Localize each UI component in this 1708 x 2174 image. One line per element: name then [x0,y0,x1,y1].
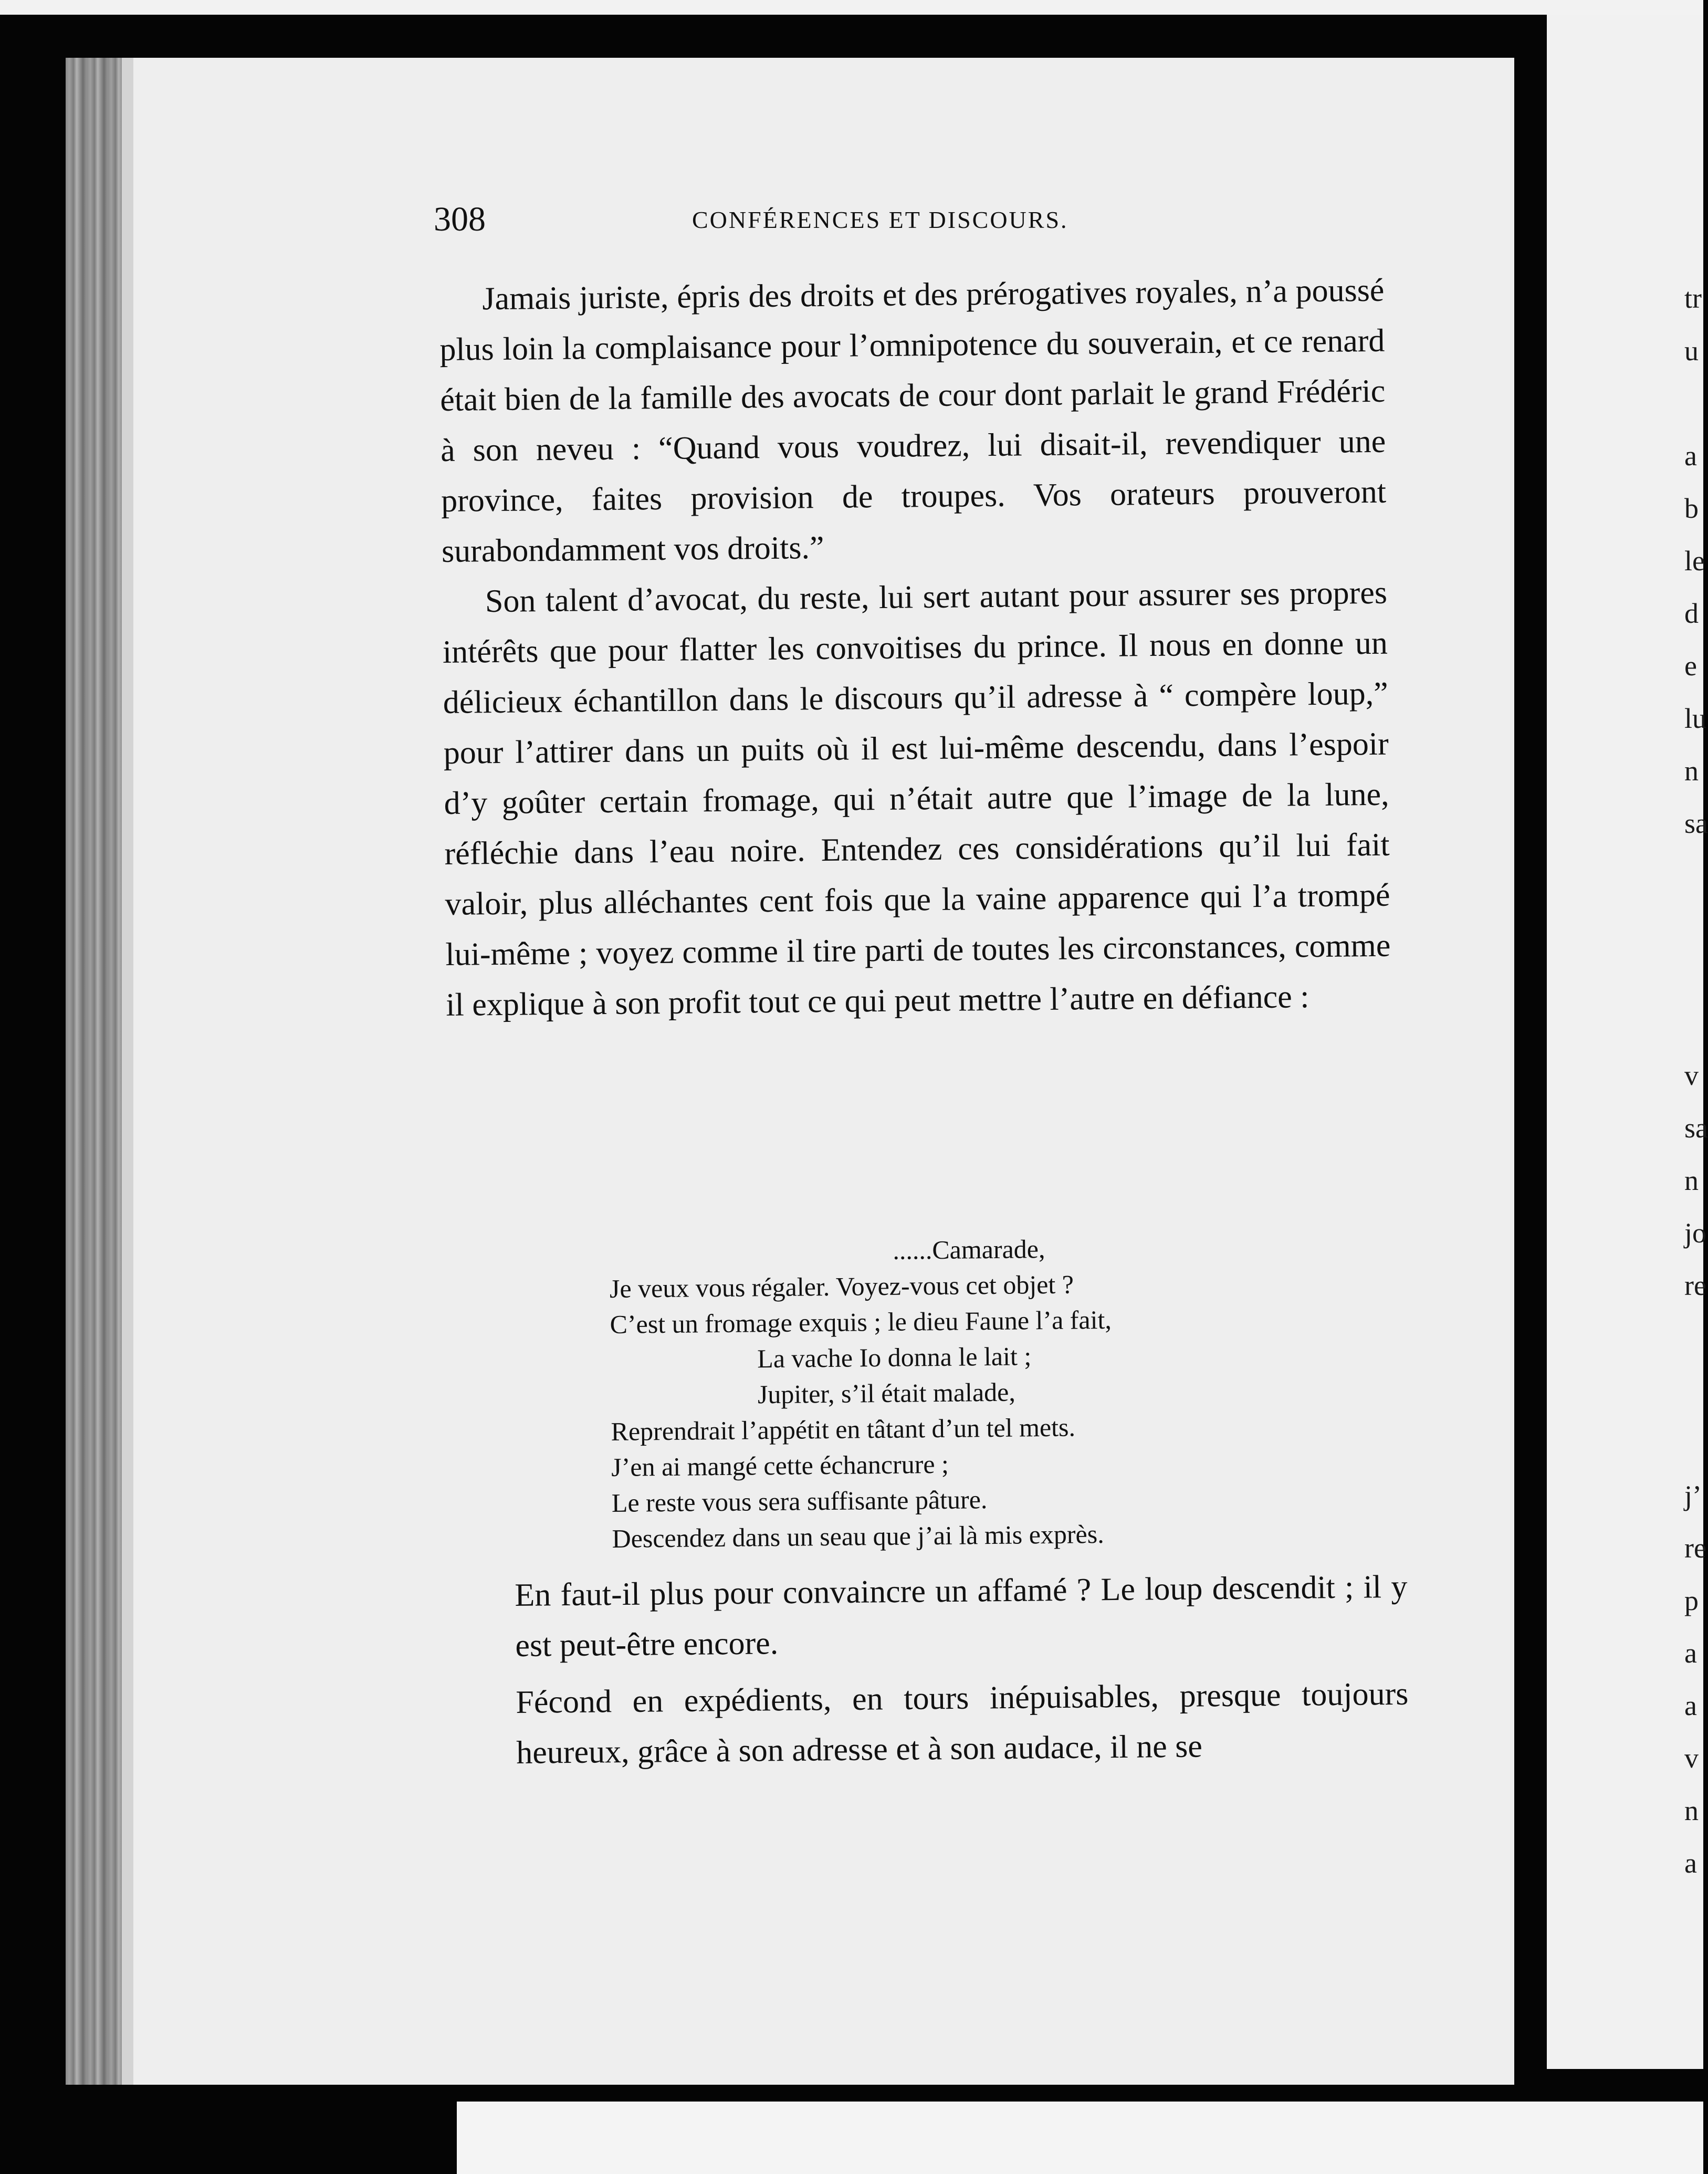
facing-page-line-fragment: re [1684,1270,1706,1301]
paragraph: Fécond en expédients, en tours inépuisables, presque toujours heureux, grâce à son adresse et à son audace, il ne se [516,1676,1409,1771]
facing-page-line-fragment: d [1684,598,1699,629]
facing-page-line-fragment: e [1684,650,1697,682]
verse-line: Descendez dans un seau que j’ai là mis exprès. [612,1519,1104,1553]
running-title: CONFÉRENCES ET DISCOURS. [692,206,1068,233]
bottom-edge-strip [457,2102,1703,2174]
verse-quotation [609,1229,1295,1556]
spread-divider [1514,47,1547,2095]
facing-page-line-fragment: jo [1684,1217,1707,1249]
facing-page-line-fragment: a [1684,440,1697,472]
verse-line: J’en ai mangé cette échancrure ; [611,1449,949,1482]
facing-page-line-fragment: sa [1684,808,1708,839]
facing-page-line-fragment: n [1684,1165,1699,1196]
body-text [439,265,1391,1030]
page-edge-highlight [122,58,133,2085]
facing-page-line-fragment: j’ [1684,1480,1702,1511]
body-text-continued [515,1562,1409,1778]
paragraph: Jamais juriste, épris des droits et des prérogatives royales, n’a poussé plus loin la complaisance pour l’omnipotence du souverain, et ce renard était bien de la famille des avocats de cour dont parlait le grand Frédéric à son neveu : “Quand vous voudrez, lui disait-il, revendiquer une province, faites provision de troupes. Vos orateurs prouveront surabondamment vos droits.” [439,272,1387,569]
facing-page-line-fragment: a [1684,1637,1697,1669]
top-edge-band [0,0,1703,15]
paragraph: En faut-il plus pour convaincre un affamé ? Le loup descendit ; il y est peut-être encore. [515,1569,1408,1664]
page-header [434,200,1442,247]
verse-line: ......Camarade, [893,1234,1045,1265]
facing-page-line-fragment: a [1684,1690,1697,1721]
facing-page-line-fragment: u [1684,335,1699,367]
facing-page-edge [1547,15,1708,2069]
facing-page-line-fragment: re [1684,1532,1706,1564]
facing-page-line-fragment: sa [1684,1112,1708,1144]
verse-line: Le reste vous sera suffisante pâture. [611,1485,988,1518]
facing-page-line-fragment: n [1684,1795,1699,1826]
facing-page-line-fragment: tr [1684,283,1702,314]
verse-line: Jupiter, s’il était malade, [757,1377,1016,1409]
paragraph: Son talent d’avocat, du reste, lui sert autant pour assurer ses propres intérêts que pour flatter les convoitises du prince. Il nous en donne un délicieux échantillon dans le discours qu’il adresse à “ compère loup,” pour l’attirer dans un puits où il est lui-même descendu, dans l’espoir d’y goûter certain fromage, qui n’était autre que l’image de la lune, réfléchie dans l’eau noire. Entendez ces considérations qu’il lui fait valoir, plus alléchantes cent fois que la vaine apparence qui l’a trompé lui-même ; voyez comme il tire parti de toutes les circonstances, comme il explique à son profit tout ce qui peut mettre l’autre en défiance : [442,574,1391,1023]
facing-page-line-fragment: n [1684,755,1699,787]
facing-page-line-fragment: v [1684,1742,1699,1774]
facing-page-line-fragment: lu [1684,703,1707,734]
facing-page-line-fragment: le [1684,545,1705,577]
verse-line: La vache Io donna le lait ; [757,1341,1032,1374]
facing-page-line-fragment: b [1684,493,1699,524]
facing-page-line-fragment: v [1684,1060,1699,1091]
verse-line: Je veux vous régaler. Voyez-vous cet objet ? [609,1269,1074,1303]
facing-page-line-fragment: p [1684,1585,1699,1616]
facing-page-line-fragment: a [1684,1847,1697,1879]
verse-line: Reprendrait l’appétit en tâtant d’un tel mets. [611,1412,1076,1446]
verse-line: C’est un fromage exquis ; le dieu Faune l’a fait, [610,1304,1112,1339]
page-number: 308 [434,200,486,238]
